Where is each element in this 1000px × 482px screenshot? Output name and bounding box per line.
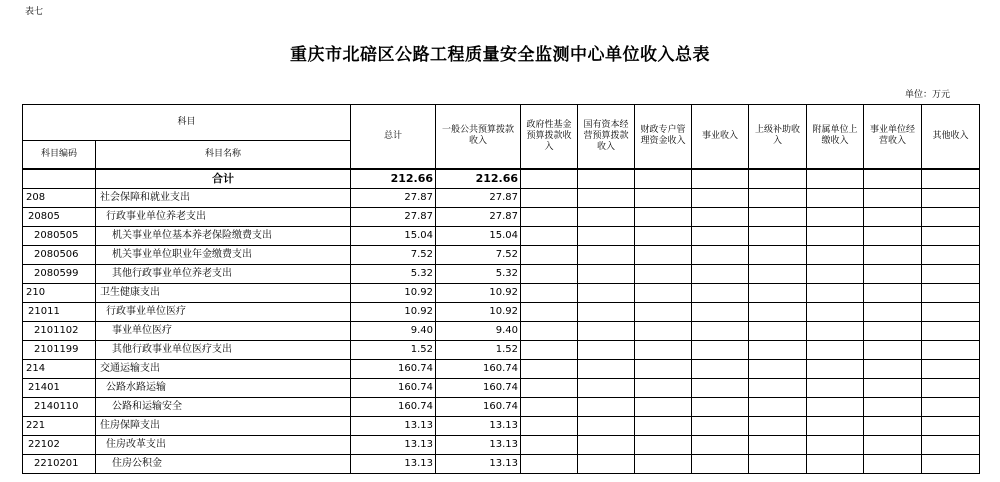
- empty-cell: [521, 169, 578, 189]
- header-name: 科目名称: [96, 141, 351, 169]
- total-cell: 27.87: [351, 188, 436, 207]
- empty-cell: [578, 169, 635, 189]
- empty-cell: [749, 378, 807, 397]
- empty-cell: [864, 302, 922, 321]
- empty-cell: [578, 245, 635, 264]
- table-row: [23, 245, 980, 264]
- empty-cell: [749, 359, 807, 378]
- empty-cell: [864, 416, 922, 435]
- table-row: [23, 454, 980, 473]
- empty-cell: [749, 454, 807, 473]
- code-cell: 21011: [23, 302, 96, 321]
- empty-cell: [864, 378, 922, 397]
- empty-cell: [749, 321, 807, 340]
- total-general-value: 212.66: [436, 169, 521, 189]
- header-superior-subsidy: 上级补助收入: [749, 105, 807, 169]
- table-row: [23, 264, 980, 283]
- code-cell: 2140110: [23, 397, 96, 416]
- empty-cell: [922, 264, 980, 283]
- code-cell: 2210201: [23, 454, 96, 473]
- table-number: 表七: [25, 7, 44, 17]
- empty-cell: [635, 321, 692, 340]
- empty-cell: [635, 435, 692, 454]
- income-summary-table: [22, 104, 980, 474]
- empty-cell: [749, 169, 807, 189]
- empty-cell: [864, 321, 922, 340]
- total-cell: 5.32: [351, 264, 436, 283]
- empty-cell: [521, 302, 578, 321]
- general-budget-cell: 160.74: [436, 378, 521, 397]
- empty-cell: [922, 207, 980, 226]
- empty-cell: [807, 416, 864, 435]
- code-cell: 2080599: [23, 264, 96, 283]
- table-row: [23, 397, 980, 416]
- empty-cell: [635, 454, 692, 473]
- empty-cell: [578, 454, 635, 473]
- name-cell: 机关事业单位基本养老保险缴费支出: [96, 226, 351, 245]
- table-row: [23, 283, 980, 302]
- name-cell: 公路和运输安全: [96, 397, 351, 416]
- empty-cell: [578, 435, 635, 454]
- empty-cell: [922, 359, 980, 378]
- general-budget-cell: 9.40: [436, 321, 521, 340]
- table-row: [23, 302, 980, 321]
- total-cell: 160.74: [351, 397, 436, 416]
- empty-cell: [922, 435, 980, 454]
- empty-cell: [807, 302, 864, 321]
- empty-cell: [578, 378, 635, 397]
- page-title: 重庆市北碚区公路工程质量安全监测中心单位收入总表: [290, 45, 710, 65]
- total-code-cell: [23, 169, 96, 189]
- total-cell: 13.13: [351, 435, 436, 454]
- empty-cell: [521, 435, 578, 454]
- code-cell: 210: [23, 283, 96, 302]
- empty-cell: [578, 302, 635, 321]
- empty-cell: [578, 321, 635, 340]
- empty-cell: [578, 188, 635, 207]
- empty-cell: [521, 226, 578, 245]
- empty-cell: [635, 340, 692, 359]
- empty-cell: [864, 397, 922, 416]
- general-budget-cell: 27.87: [436, 188, 521, 207]
- header-other: 其他收入: [922, 105, 980, 169]
- name-cell: 事业单位医疗: [96, 321, 351, 340]
- empty-cell: [864, 454, 922, 473]
- empty-cell: [578, 416, 635, 435]
- empty-cell: [864, 359, 922, 378]
- empty-cell: [692, 188, 749, 207]
- general-budget-cell: 10.92: [436, 302, 521, 321]
- empty-cell: [521, 397, 578, 416]
- empty-cell: [521, 321, 578, 340]
- code-cell: 221: [23, 416, 96, 435]
- empty-cell: [864, 264, 922, 283]
- general-budget-cell: 13.13: [436, 454, 521, 473]
- empty-cell: [578, 283, 635, 302]
- empty-cell: [807, 321, 864, 340]
- empty-cell: [521, 207, 578, 226]
- empty-cell: [807, 359, 864, 378]
- general-budget-cell: 27.87: [436, 207, 521, 226]
- empty-cell: [749, 207, 807, 226]
- empty-cell: [864, 188, 922, 207]
- total-cell: 160.74: [351, 359, 436, 378]
- empty-cell: [635, 169, 692, 189]
- general-budget-cell: 15.04: [436, 226, 521, 245]
- table-row: [23, 435, 980, 454]
- total-cell: 7.52: [351, 245, 436, 264]
- empty-cell: [692, 359, 749, 378]
- empty-cell: [922, 245, 980, 264]
- empty-cell: [864, 226, 922, 245]
- total-cell: 160.74: [351, 378, 436, 397]
- empty-cell: [807, 245, 864, 264]
- code-cell: 2101199: [23, 340, 96, 359]
- empty-cell: [922, 169, 980, 189]
- empty-cell: [807, 378, 864, 397]
- general-budget-cell: 160.74: [436, 359, 521, 378]
- empty-cell: [807, 169, 864, 189]
- empty-cell: [864, 283, 922, 302]
- code-cell: 2080505: [23, 226, 96, 245]
- name-cell: 住房改革支出: [96, 435, 351, 454]
- name-cell: 行政事业单位养老支出: [96, 207, 351, 226]
- empty-cell: [922, 321, 980, 340]
- name-cell: 其他行政事业单位养老支出: [96, 264, 351, 283]
- empty-cell: [749, 340, 807, 359]
- total-cell: 13.13: [351, 416, 436, 435]
- empty-cell: [692, 321, 749, 340]
- header-business: 事业收入: [692, 105, 749, 169]
- name-cell: 公路水路运输: [96, 378, 351, 397]
- empty-cell: [922, 397, 980, 416]
- empty-cell: [692, 226, 749, 245]
- empty-cell: [864, 169, 922, 189]
- code-cell: 22102: [23, 435, 96, 454]
- empty-cell: [635, 302, 692, 321]
- table-row: [23, 378, 980, 397]
- header-subject: 科目: [23, 105, 351, 141]
- empty-cell: [692, 283, 749, 302]
- code-cell: 208: [23, 188, 96, 207]
- empty-cell: [692, 416, 749, 435]
- total-cell: 9.40: [351, 321, 436, 340]
- empty-cell: [922, 378, 980, 397]
- name-cell: 行政事业单位医疗: [96, 302, 351, 321]
- empty-cell: [807, 188, 864, 207]
- header-row-1: [23, 105, 980, 141]
- empty-cell: [749, 264, 807, 283]
- empty-cell: [922, 283, 980, 302]
- code-cell: 20805: [23, 207, 96, 226]
- empty-cell: [521, 245, 578, 264]
- empty-cell: [521, 378, 578, 397]
- empty-cell: [749, 245, 807, 264]
- empty-cell: [922, 454, 980, 473]
- name-cell: 其他行政事业单位医疗支出: [96, 340, 351, 359]
- empty-cell: [635, 416, 692, 435]
- empty-cell: [635, 264, 692, 283]
- total-value: 212.66: [351, 169, 436, 189]
- table-row: [23, 416, 980, 435]
- empty-cell: [521, 340, 578, 359]
- code-cell: 21401: [23, 378, 96, 397]
- table-row: [23, 188, 980, 207]
- empty-cell: [692, 378, 749, 397]
- empty-cell: [749, 283, 807, 302]
- header-total: 总计: [351, 105, 436, 169]
- header-general-budget: 一般公共预算拨款收入: [436, 105, 521, 169]
- name-cell: 住房公积金: [96, 454, 351, 473]
- empty-cell: [635, 188, 692, 207]
- name-cell: 机关事业单位职业年金缴费支出: [96, 245, 351, 264]
- empty-cell: [922, 188, 980, 207]
- empty-cell: [578, 207, 635, 226]
- empty-cell: [922, 226, 980, 245]
- empty-cell: [864, 340, 922, 359]
- empty-cell: [864, 207, 922, 226]
- total-row: [23, 169, 980, 189]
- empty-cell: [807, 264, 864, 283]
- general-budget-cell: 160.74: [436, 397, 521, 416]
- empty-cell: [521, 359, 578, 378]
- total-cell: 10.92: [351, 283, 436, 302]
- empty-cell: [521, 283, 578, 302]
- empty-cell: [922, 340, 980, 359]
- empty-cell: [749, 416, 807, 435]
- total-cell: 1.52: [351, 340, 436, 359]
- code-cell: 214: [23, 359, 96, 378]
- code-cell: 2101102: [23, 321, 96, 340]
- total-cell: 13.13: [351, 454, 436, 473]
- header-special-account: 财政专户管理资金收入: [635, 105, 692, 169]
- empty-cell: [749, 397, 807, 416]
- table-row: [23, 207, 980, 226]
- header-operating: 事业单位经营收入: [864, 105, 922, 169]
- empty-cell: [692, 302, 749, 321]
- table-row: [23, 340, 980, 359]
- empty-cell: [635, 245, 692, 264]
- code-cell: 2080506: [23, 245, 96, 264]
- header-code: 科目编码: [23, 141, 96, 169]
- general-budget-cell: 13.13: [436, 435, 521, 454]
- empty-cell: [578, 340, 635, 359]
- empty-cell: [807, 397, 864, 416]
- empty-cell: [749, 302, 807, 321]
- empty-cell: [807, 435, 864, 454]
- empty-cell: [807, 207, 864, 226]
- empty-cell: [692, 340, 749, 359]
- unit-label: 单位：万元: [905, 90, 951, 100]
- empty-cell: [635, 378, 692, 397]
- total-cell: 27.87: [351, 207, 436, 226]
- empty-cell: [635, 207, 692, 226]
- empty-cell: [635, 283, 692, 302]
- empty-cell: [578, 359, 635, 378]
- empty-cell: [521, 416, 578, 435]
- empty-cell: [692, 435, 749, 454]
- empty-cell: [635, 226, 692, 245]
- name-cell: 社会保障和就业支出: [96, 188, 351, 207]
- table-row: [23, 359, 980, 378]
- total-label: 合计: [96, 169, 351, 189]
- name-cell: 卫生健康支出: [96, 283, 351, 302]
- empty-cell: [635, 359, 692, 378]
- empty-cell: [807, 283, 864, 302]
- total-cell: 15.04: [351, 226, 436, 245]
- empty-cell: [521, 188, 578, 207]
- empty-cell: [578, 226, 635, 245]
- empty-cell: [749, 188, 807, 207]
- total-cell: 10.92: [351, 302, 436, 321]
- empty-cell: [635, 397, 692, 416]
- header-state-capital: 国有资本经营预算拨款收入: [578, 105, 635, 169]
- empty-cell: [807, 340, 864, 359]
- name-cell: 交通运输支出: [96, 359, 351, 378]
- name-cell: 住房保障支出: [96, 416, 351, 435]
- empty-cell: [578, 397, 635, 416]
- empty-cell: [807, 454, 864, 473]
- empty-cell: [922, 416, 980, 435]
- general-budget-cell: 1.52: [436, 340, 521, 359]
- empty-cell: [749, 226, 807, 245]
- empty-cell: [749, 435, 807, 454]
- empty-cell: [692, 454, 749, 473]
- empty-cell: [922, 302, 980, 321]
- empty-cell: [521, 454, 578, 473]
- empty-cell: [692, 169, 749, 189]
- empty-cell: [692, 245, 749, 264]
- empty-cell: [807, 226, 864, 245]
- empty-cell: [692, 397, 749, 416]
- header-affiliated: 附属单位上缴收入: [807, 105, 864, 169]
- general-budget-cell: 5.32: [436, 264, 521, 283]
- general-budget-cell: 7.52: [436, 245, 521, 264]
- general-budget-cell: 10.92: [436, 283, 521, 302]
- table-row: [23, 226, 980, 245]
- empty-cell: [521, 264, 578, 283]
- header-gov-fund: 政府性基金预算拨款收入: [521, 105, 578, 169]
- table-row: [23, 321, 980, 340]
- empty-cell: [578, 264, 635, 283]
- empty-cell: [692, 264, 749, 283]
- empty-cell: [864, 435, 922, 454]
- empty-cell: [864, 245, 922, 264]
- empty-cell: [692, 207, 749, 226]
- general-budget-cell: 13.13: [436, 416, 521, 435]
